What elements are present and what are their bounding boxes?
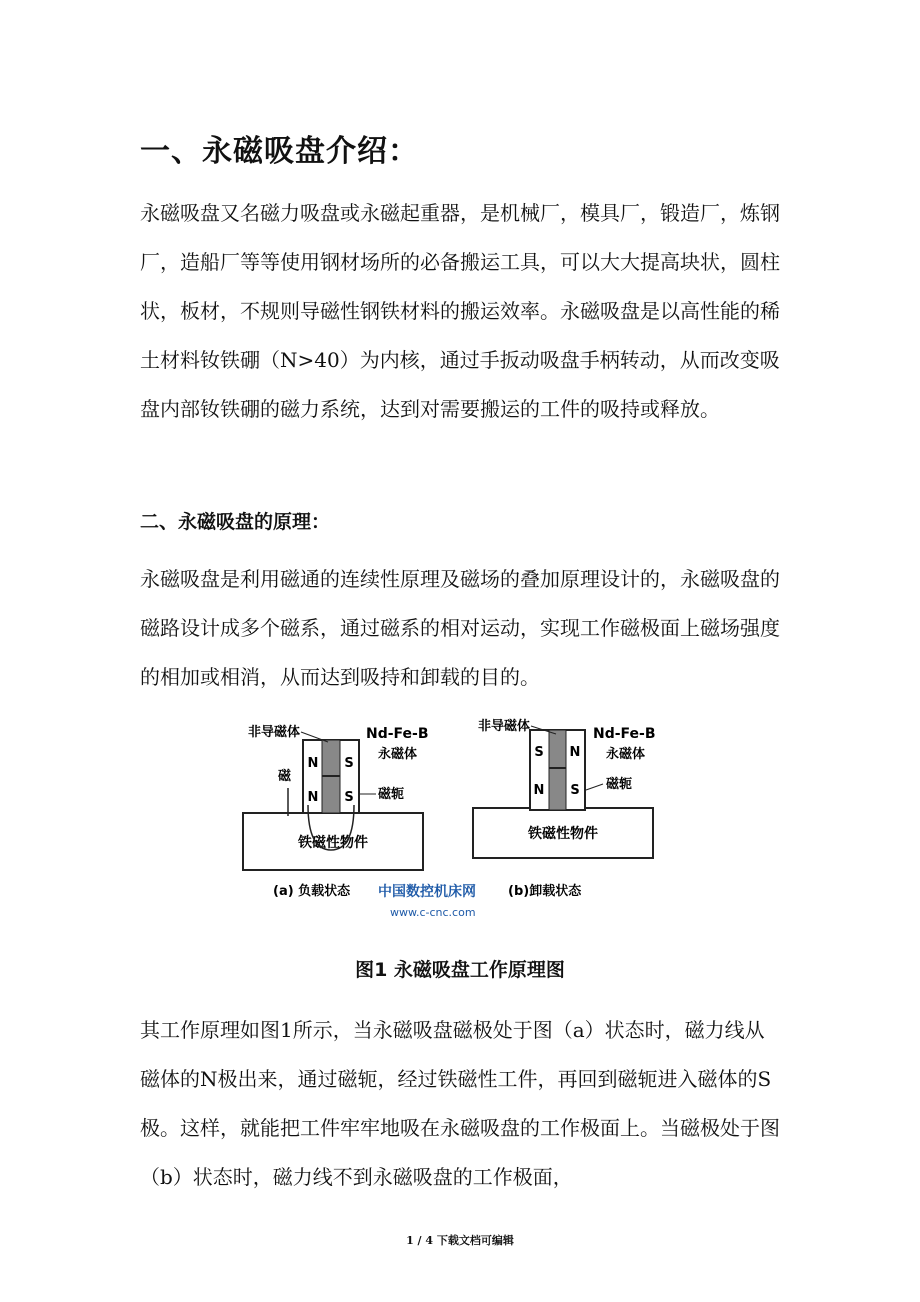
ndfeb-label-a: Nd-Fe-B xyxy=(366,726,429,742)
principle-diagram xyxy=(238,710,668,930)
intro-paragraph: 永磁吸盘又名磁力吸盘或永磁起重器，是机械厂，模具厂，锻造厂，炼钢厂，造船厂等等使用钢材场所的必备搬运工具，可以大大提高块状，圆柱状，板材，不规则导磁性钢铁材料的搬运效率。永磁吸盘是以高性能的稀土材料钕铁硼（N>40）为内核，通过手扳动吸盘手柄转动，从而改变吸盘内部钕铁硼的磁力系统，达到对需要搬运的工件的吸持或释放。 xyxy=(140,201,780,421)
pole-s-a1: S xyxy=(344,756,354,771)
watermark-name: 中国数控机床网 xyxy=(378,884,476,900)
magnet-label-b: 永磁体 xyxy=(606,747,646,762)
nonconductive-label-b: 非导磁体 xyxy=(478,719,531,734)
section-heading-intro: 一、永磁吸盘介绍： xyxy=(140,134,419,169)
workpiece-a-label: 铁磁性物件 xyxy=(298,835,368,851)
magnet-b xyxy=(549,730,566,810)
pole-s-b2: S xyxy=(570,783,580,798)
caption-b: (b)卸载状态 xyxy=(508,884,582,899)
pole-s-b1: S xyxy=(534,745,544,760)
watermark-url: www.c-cnc.com xyxy=(390,906,476,919)
principle-paragraph: 永磁吸盘是利用磁通的连续性原理及磁场的叠加原理设计的，永磁吸盘的磁路设计成多个磁系，通过磁系的相对运动，实现工作磁极面上磁场强度的相加或相消，从而达到吸持和卸载的目的。 xyxy=(140,567,780,689)
magnet-label-a: 永磁体 xyxy=(378,747,418,762)
working-principle-paragraph: 其工作原理如图1所示，当永磁吸盘磁极处于图（a）状态时，磁力线从磁体的N极出来，通过磁轭，经过铁磁性工件，再回到磁轭进入磁体的S极。这样，就能把工件牢牢地吸在永磁吸盘的工作极面上。当磁极处于图（b）状态时，磁力线不到永磁吸盘的工作极面， xyxy=(140,1018,780,1189)
pole-n-b2: N xyxy=(533,783,545,798)
flux-label: 磁 xyxy=(278,769,292,784)
yoke-label-b: 磁轭 xyxy=(606,777,633,792)
figure-caption: 图1 永磁吸盘工作原理图 xyxy=(355,959,565,981)
pole-n-a2: N xyxy=(307,790,319,805)
caption-a: (a) 负载状态 xyxy=(273,884,351,899)
yoke-label-a: 磁轭 xyxy=(378,787,405,802)
principle-figure xyxy=(238,710,668,930)
pole-s-a2: S xyxy=(344,790,354,805)
nonconductive-label-a: 非导磁体 xyxy=(248,725,301,740)
pole-n-a1: N xyxy=(307,756,319,771)
workpiece-b-label: 铁磁性物件 xyxy=(528,826,598,842)
ndfeb-label-b: Nd-Fe-B xyxy=(593,726,656,742)
section-heading-principle: 二、永磁吸盘的原理： xyxy=(140,511,331,533)
pole-n-b1: N xyxy=(569,745,581,760)
leader-yoke-b xyxy=(586,784,603,790)
page-footer: 1 / 4 下载文档可编辑 xyxy=(406,1234,514,1247)
